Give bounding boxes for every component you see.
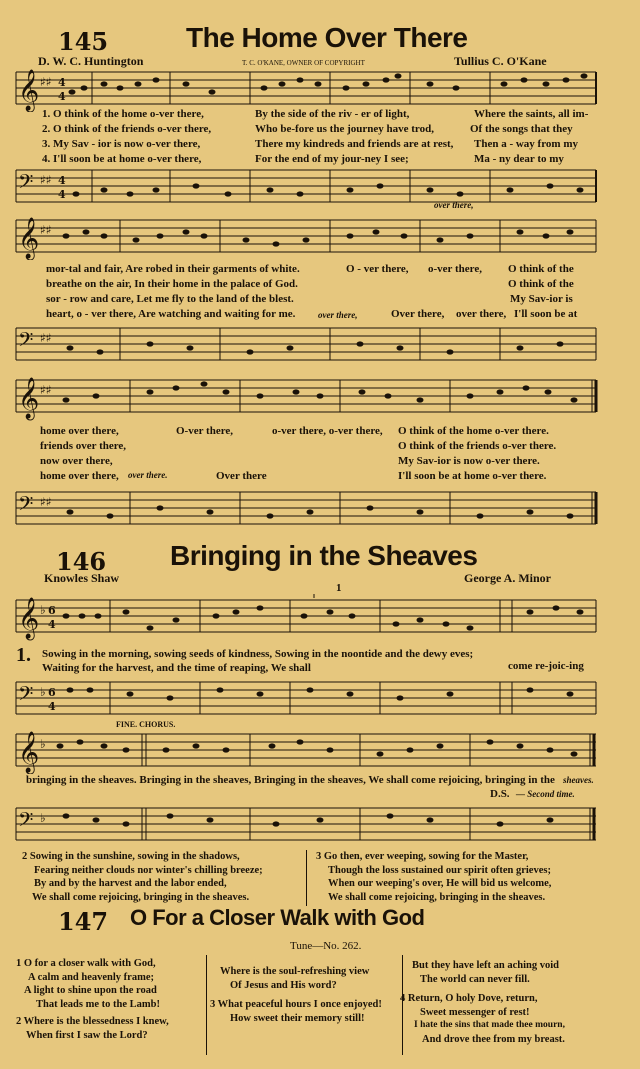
hymn-146-verse1-line2: Waiting for the harvest, and the time of reaping, We shall (42, 662, 311, 674)
svg-text:6: 6 (48, 604, 56, 617)
svg-text:4: 4 (58, 188, 66, 201)
treble-staff (0, 66, 640, 112)
svg-text:4: 4 (48, 700, 56, 713)
svg-text:♯♯: ♯♯ (40, 223, 52, 237)
hymn-145-number: 145 (58, 27, 109, 56)
hymn-146-verse2: 2 Sowing in the sunshine, sowing in the shadows, Fearing neither clouds nor winter's chilling breeze; By and by the harvest and the labor ended, We shall come rejoicing, bringing in the sheaves. (22, 851, 263, 903)
svg-text:4: 4 (58, 174, 66, 187)
hymn-146-number: 146 (56, 547, 107, 576)
treble-staff (0, 728, 640, 774)
hymn-145-title: The Home Over There (186, 22, 468, 53)
hymn-145-lyricist: D. W. C. Huntington (38, 54, 144, 68)
svg-text:♭: ♭ (40, 737, 46, 751)
bass-staff (0, 486, 640, 532)
bass-clef-icon: 𝄢 (18, 170, 34, 198)
svg-text:♯♯: ♯♯ (40, 75, 52, 89)
hymn-147-title: O For a Closer Walk with God (130, 905, 425, 930)
hymn-145-block2-lyrics: mor-tal and fair, Are robed in their garments of white. O - ver there, o-ver there, O think of the breathe on the air, In their home in the palace of God. O think of the sor - row and care, Let me fly to the land of the blest. My Sav-ior is heart, o - ver there, Are watching and waiting for me. Over there, over there, I'll soon be at (46, 263, 578, 320)
treble-staff (0, 374, 640, 424)
hymn-147-col2: Where is the soul-refreshing view Of Jesus and His word? 3 What peaceful hours I once enjoyed! How sweet their memory still! (210, 966, 382, 1024)
svg-text:♭: ♭ (40, 603, 46, 617)
treble-staff (0, 594, 640, 644)
column-divider (206, 955, 207, 1055)
treble-clef-icon: 𝄞 (18, 70, 40, 111)
verse-brace: 1. (16, 644, 31, 666)
treble-clef-icon: 𝄞 (18, 732, 40, 773)
hymn-145-block3-lyrics: home over there, O-ver there, o-ver there, o-ver there, O think of the home o-ver there. friends over there, O think of the friends o-ver there. now over there, My Sav-ior is now o-ver there. home over there, Over there I'll soon be at home o-ver there. (40, 425, 557, 482)
treble-staff (0, 214, 640, 260)
hymn-146-composer: George A. Minor (464, 571, 551, 585)
hymn-147-tune: Tune—No. 262. (290, 940, 362, 952)
hymn-147-col1: 1 O for a closer walk with God, A calm and heavenly frame; A light to shine upon the road That leads me to the Lamb! 2 Where is the blessedness I knew, When first I saw the Lord? (16, 958, 169, 1041)
bass-clef-icon: 𝄢 (18, 682, 34, 710)
hymn-145-copyright: T. C. O'KANE, OWNER OF COPYRIGHT (242, 59, 365, 67)
svg-text:♭: ♭ (40, 685, 46, 699)
treble-clef-icon: 𝄞 (18, 378, 40, 419)
hymn-145-composer: Tullius C. O'Kane (454, 54, 547, 68)
hymn-146-verse3: 3 Go then, ever weeping, sowing for the Master, Though the loss sustained our spirit often grieves; When our weeping's over, He will bid us welcome, We shall come rejoicing, bringing in the sheaves. (316, 851, 552, 903)
hymn-147-number: 147 (58, 907, 109, 936)
svg-text:♭: ♭ (40, 811, 46, 825)
hymn-146-verse1-end: come re-joic-ing (508, 660, 584, 672)
bass-clef-icon: 𝄢 (18, 492, 34, 520)
bass-staff (0, 164, 640, 210)
hymn-146-verse1-line1: Sowing in the morning, sowing seeds of kindness, Sowing in the noontide and the dewy eves; (42, 648, 474, 660)
svg-text:4: 4 (58, 90, 66, 103)
svg-text:4: 4 (48, 618, 56, 631)
svg-text:♯♯: ♯♯ (40, 331, 52, 345)
bass-staff (0, 676, 640, 722)
cue-text: over there, (318, 310, 358, 320)
svg-text:♯♯: ♯♯ (40, 173, 52, 187)
cue-text: over there. (128, 470, 168, 480)
svg-text:♯♯: ♯♯ (40, 495, 52, 509)
fine-chorus-label: FINE. CHORUS. (116, 720, 176, 729)
bass-staff (0, 322, 640, 368)
second-time-label: — Second time. (516, 789, 575, 799)
bass-clef-icon: 𝄢 (18, 808, 34, 836)
svg-text:6: 6 (48, 686, 56, 699)
volta-1-label: 1 (336, 582, 342, 594)
bass-clef-icon: 𝄢 (18, 328, 34, 356)
hymn-146-lyricist: Knowles Shaw (44, 571, 120, 585)
hymn-146-title: Bringing in the Sheaves (170, 540, 478, 571)
ds-label: D.S. (490, 788, 510, 800)
bass-cue-text: over there, (434, 200, 474, 210)
hymn-147-col3: But they have left an aching void The world can never fill. 4 Return, O holy Dove, return, Sweet messenger of rest! I hate the sins that made thee mourn, And drove thee from my breast. (400, 960, 565, 1045)
hymn-146-refrain-end: sheaves. (563, 775, 594, 785)
svg-text:♯♯: ♯♯ (40, 383, 52, 397)
bass-staff (0, 802, 640, 848)
column-divider (306, 850, 307, 906)
treble-clef-icon: 𝄞 (18, 218, 40, 259)
svg-text:4: 4 (58, 76, 66, 89)
treble-clef-icon: 𝄞 (18, 598, 40, 639)
hymn-146-refrain: bringing in the sheaves. Bringing in the sheaves, Bringing in the sheaves, We shall come rejoicing, bringing in the (26, 774, 555, 786)
